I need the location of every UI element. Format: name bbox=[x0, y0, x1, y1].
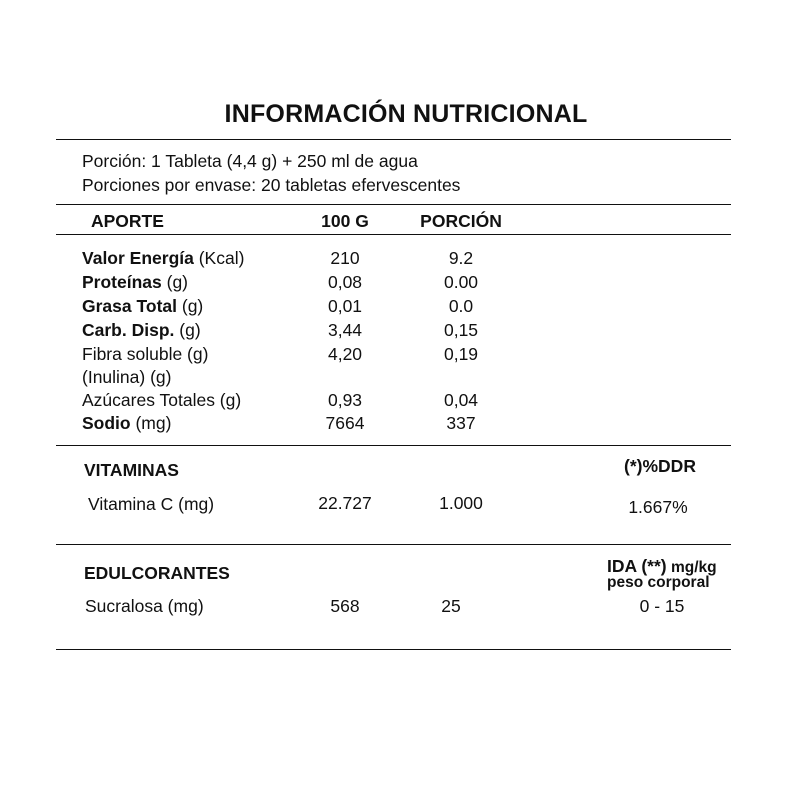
nutrient-unit: (g) bbox=[161, 272, 188, 292]
nutrient-label bbox=[82, 320, 201, 341]
nutrient-name: Grasa Total bbox=[82, 296, 177, 316]
ida-unit: mg/kg bbox=[666, 559, 717, 576]
page-title: INFORMACIÓN NUTRICIONAL bbox=[224, 100, 588, 128]
nutrient-label bbox=[82, 367, 171, 388]
nutrient-name: Proteínas bbox=[82, 272, 162, 292]
nutrient-unit: Azúcares Totales (g) bbox=[82, 390, 242, 410]
divider-bottom bbox=[56, 649, 731, 650]
value-per100: 3,44 bbox=[327, 320, 363, 340]
sweeteners-heading: EDULCORANTES bbox=[84, 563, 230, 583]
header-portion: PORCIÓN bbox=[420, 211, 502, 231]
nutrient-unit: (mg) bbox=[130, 413, 172, 433]
ida-label: IDA (**) bbox=[607, 556, 667, 576]
ddr-header: (*)%DDR bbox=[624, 456, 696, 476]
value-per100: 0,93 bbox=[327, 390, 363, 410]
value-per100: 4,20 bbox=[327, 344, 363, 364]
ida-line2: peso corporal bbox=[607, 574, 710, 591]
serving-per-package: Porciones por envase: 20 tabletas efervescentes bbox=[82, 175, 461, 195]
nutrient-name: Sodio bbox=[82, 413, 131, 433]
value-portion: 0.00 bbox=[443, 272, 479, 292]
value-per100: 0,08 bbox=[327, 272, 363, 292]
sweetener-portion: 25 bbox=[441, 596, 461, 616]
divider-serving bbox=[56, 204, 731, 205]
nutrient-unit: (Kcal) bbox=[193, 248, 245, 268]
nutrient-label bbox=[82, 296, 203, 317]
vitamin-name: Vitamina C (mg) bbox=[88, 494, 215, 514]
value-per100: 0,01 bbox=[327, 296, 363, 316]
vitamin-per100: 22.727 bbox=[318, 493, 372, 513]
header-aporte: APORTE bbox=[91, 211, 164, 231]
nutrient-label bbox=[82, 272, 188, 293]
vitamins-heading: VITAMINAS bbox=[84, 460, 179, 480]
value-portion: 9.2 bbox=[448, 248, 474, 268]
nutrient-unit: (Inulina) (g) bbox=[82, 367, 172, 387]
vitamin-ddr: 1.667% bbox=[628, 497, 688, 517]
divider-nutrients bbox=[56, 445, 731, 446]
nutrient-name: Carb. Disp. bbox=[82, 320, 175, 340]
nutrient-unit: Fibra soluble (g) bbox=[82, 344, 209, 364]
nutrient-label bbox=[82, 344, 208, 365]
sweetener-name: Sucralosa (mg) bbox=[85, 596, 204, 616]
nutrient-label bbox=[82, 390, 241, 411]
value-portion: 0,04 bbox=[443, 390, 479, 410]
value-portion: 0.0 bbox=[448, 296, 474, 316]
header-per100: 100 G bbox=[321, 211, 369, 231]
value-per100: 210 bbox=[330, 248, 360, 268]
nutrient-unit: (g) bbox=[177, 296, 204, 316]
serving-portion: Porción: 1 Tableta (4,4 g) + 250 ml de agua bbox=[82, 151, 418, 171]
nutrient-label bbox=[82, 413, 171, 434]
value-per100: 7664 bbox=[325, 413, 365, 433]
divider-top bbox=[56, 139, 731, 140]
value-portion: 0,19 bbox=[443, 344, 479, 364]
sweetener-per100: 568 bbox=[330, 596, 360, 616]
divider-vitamins bbox=[56, 544, 731, 545]
nutrient-unit: (g) bbox=[174, 320, 201, 340]
nutrient-label bbox=[82, 248, 244, 269]
divider-header bbox=[56, 234, 731, 235]
value-portion: 337 bbox=[446, 413, 476, 433]
nutrient-name: Valor Energía bbox=[82, 248, 194, 268]
value-portion: 0,15 bbox=[443, 320, 479, 340]
sweetener-ida: 0 - 15 bbox=[639, 596, 685, 616]
vitamin-portion: 1.000 bbox=[439, 493, 483, 513]
